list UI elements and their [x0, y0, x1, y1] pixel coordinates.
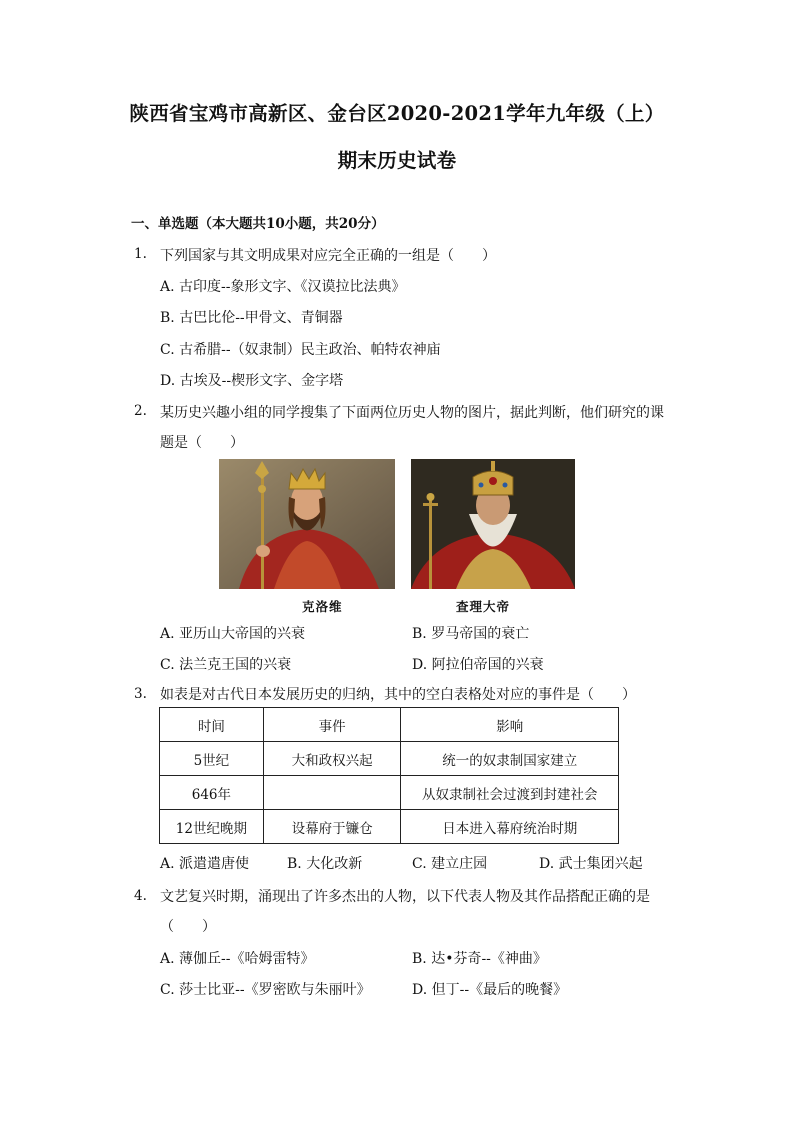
history-table — [159, 707, 619, 844]
table-cell: 设幕府于镰仓 — [263, 810, 401, 844]
question-number-4: 4. — [134, 888, 147, 904]
caption-clovis: 克洛维 — [302, 599, 343, 614]
q1-option-b: B. 古巴比伦--甲骨文、青铜器 — [160, 310, 343, 326]
q1-option-d: D. 古埃及--楔形文字、金字塔 — [160, 373, 344, 389]
q4-option-c: C. 莎士比亚--《罗密欧与朱丽叶》 — [160, 982, 371, 998]
table-cell: 646年 — [160, 776, 264, 810]
table-cell: 大和政权兴起 — [263, 742, 401, 776]
q1-option-c: C. 古希腊--（奴隶制）民主政治、帕特农神庙 — [160, 342, 441, 358]
charlemagne-portrait — [411, 459, 575, 589]
question-number-2: 2. — [134, 403, 147, 419]
question-4-text-line1: 文艺复兴时期，涌现出了许多杰出的人物，以下代表人物及其作品搭配正确的是 — [160, 889, 650, 905]
section-header: 一、单选题（本大题共10小题，共20分） — [131, 216, 385, 232]
q2-option-d: D. 阿拉伯帝国的兴衰 — [412, 657, 544, 673]
table-header-cell: 时间 — [160, 708, 264, 742]
q3-option-a: A. 派遣遣唐使 — [160, 856, 250, 872]
table-cell: 5世纪 — [160, 742, 264, 776]
question-4-text-line2: （ ） — [160, 919, 216, 935]
table-cell: 12世纪晚期 — [160, 810, 264, 844]
q4-option-d: D. 但丁--《最后的晚餐》 — [412, 982, 568, 998]
question-2-text-line2: 题是（ ） — [160, 435, 244, 451]
page-title-line2: 期末历史试卷 — [337, 149, 457, 172]
q1-option-a: A. 古印度--象形文字、《汉谟拉比法典》 — [160, 279, 406, 295]
q3-option-d: D. 武士集团兴起 — [539, 856, 643, 872]
q4-option-b: B. 达•芬奇--《神曲》 — [412, 951, 547, 967]
table-header-cell: 影响 — [401, 708, 619, 742]
caption-charlemagne: 查理大帝 — [456, 599, 511, 614]
table-cell-blank — [263, 776, 401, 810]
question-1-text: 下列国家与其文明成果对应完全正确的一组是（ ） — [160, 248, 496, 264]
table-row — [160, 776, 619, 810]
table-cell: 从奴隶制社会过渡到封建社会 — [401, 776, 619, 810]
q2-option-a: A. 亚历山大帝国的兴衰 — [160, 626, 306, 642]
q3-option-b: B. 大化改新 — [287, 856, 363, 872]
q3-option-c: C. 建立庄园 — [412, 856, 488, 872]
page-title-line1: 陕西省宝鸡市高新区、金台区2020-2021学年九年级（上） — [129, 102, 665, 125]
table-row — [160, 742, 619, 776]
clovis-portrait — [219, 459, 395, 589]
question-3-text: 如表是对古代日本发展历史的归纳，其中的空白表格处对应的事件是（ ） — [160, 687, 636, 703]
table-cell: 统一的奴隶制国家建立 — [401, 742, 619, 776]
q2-option-b: B. 罗马帝国的衰亡 — [412, 626, 530, 642]
question-number-3: 3. — [134, 686, 147, 702]
question-number-1: 1. — [134, 246, 147, 262]
table-header-row — [160, 708, 619, 742]
q4-option-a: A. 薄伽丘--《哈姆雷特》 — [160, 951, 315, 967]
table-row — [160, 810, 619, 844]
table-cell: 日本进入幕府统治时期 — [401, 810, 619, 844]
table-header-cell: 事件 — [263, 708, 401, 742]
question-2-text-line1: 某历史兴趣小组的同学搜集了下面两位历史人物的图片，据此判断，他们研究的课 — [160, 405, 664, 421]
q2-option-c: C. 法兰克王国的兴衰 — [160, 657, 292, 673]
